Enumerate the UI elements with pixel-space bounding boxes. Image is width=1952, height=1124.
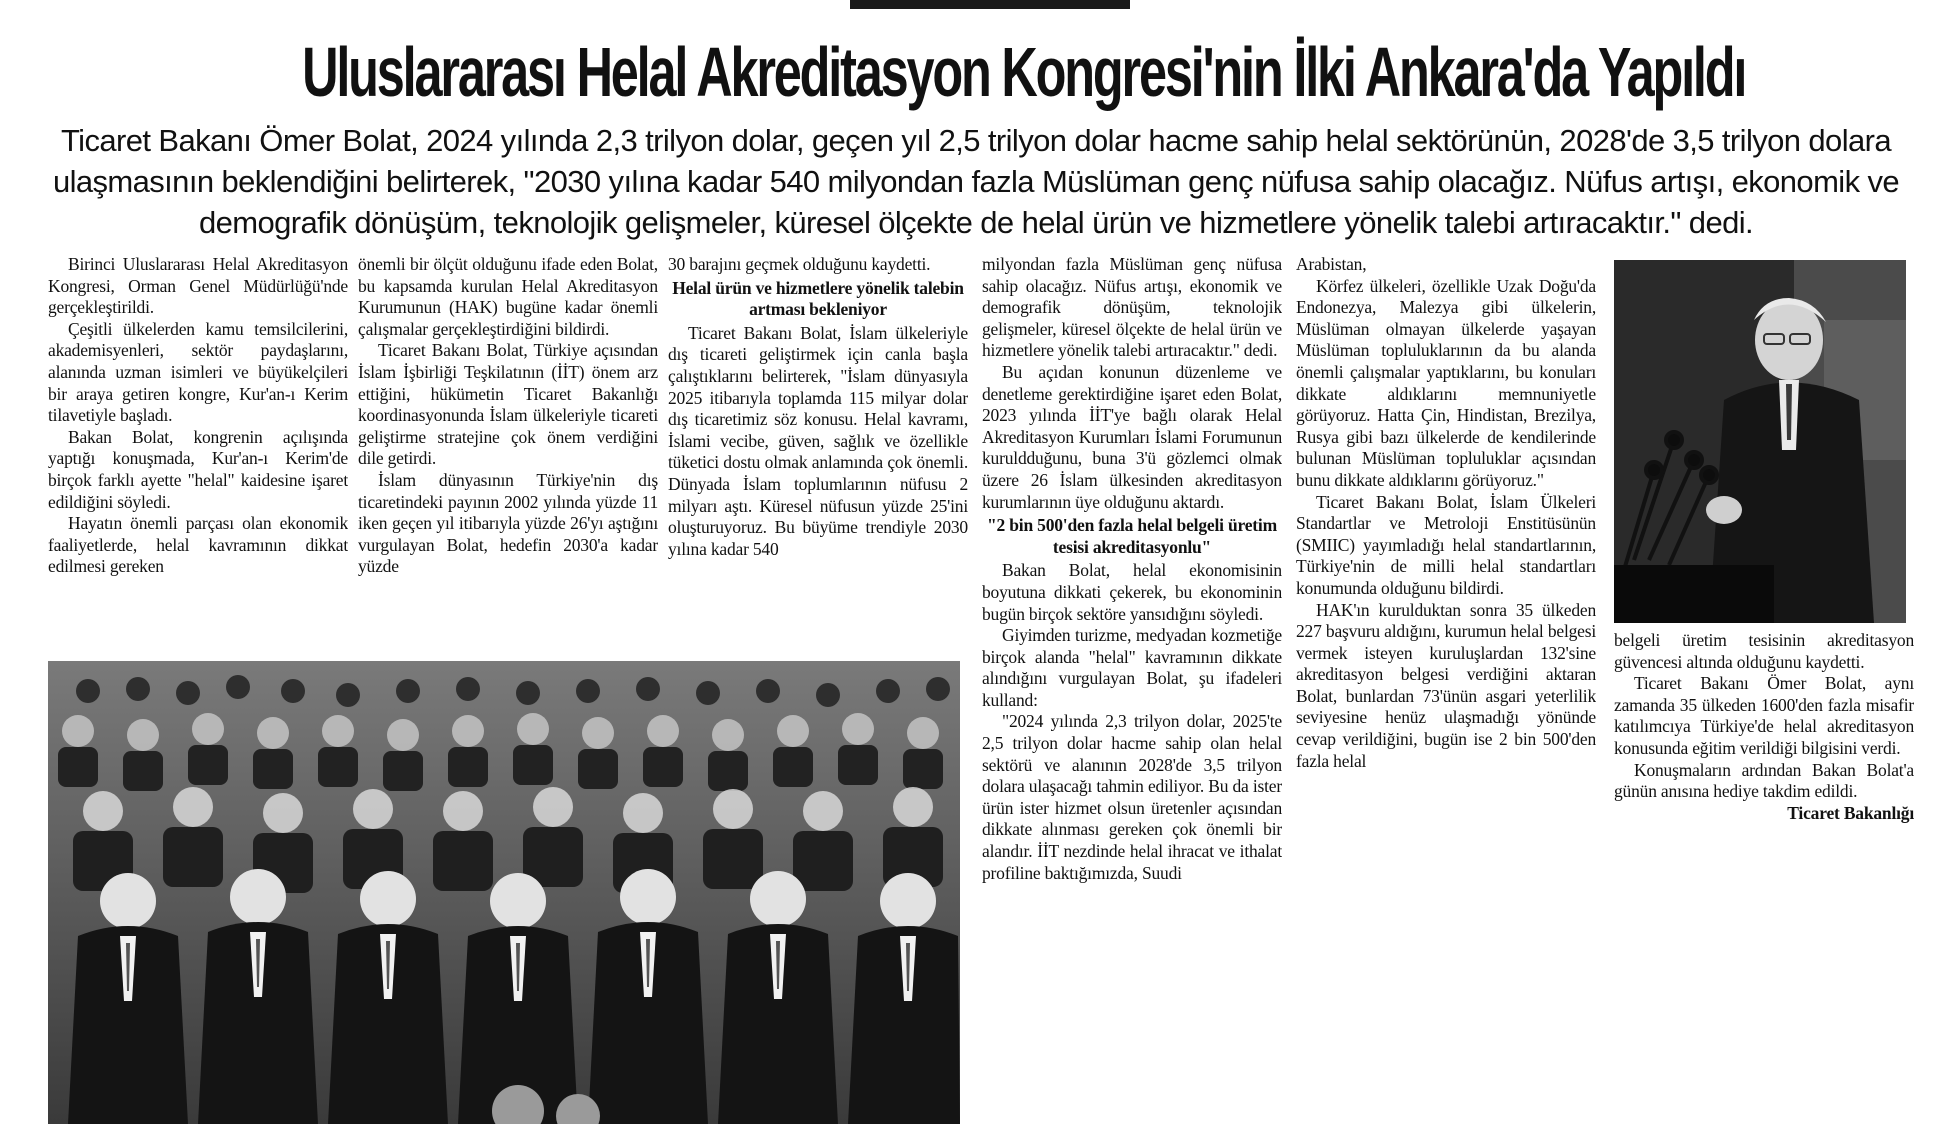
article-column-6 [1614, 630, 1914, 920]
paragraph: Giyimden turizme, medyadan kozmetiğe birçok alanda "helal" kavramının dikkate alındığını vurgulayan Bolat, şu ifadeleri kulland: [982, 625, 1282, 710]
paragraph: önemli bir ölçüt olduğunu ifade eden Bolat, bu kapsamda kurulan Helal Akreditasyon Kurumunun (HAK) bugüne kadar önemli çalışmalar gerçekleştirdiğini bildirdi. [358, 254, 658, 339]
paragraph: Ticaret Bakanı Bolat, İslam Ülkeleri Standartlar ve Metroloji Enstitüsünün (SMIIC) yayımladığı helal standartlarının, Türkiye'nin de milli helal standartları konumunda olduğunu bildirdi. [1296, 491, 1596, 598]
conference-audience-photo [48, 661, 960, 1124]
paragraph: Bakan Bolat, helal ekonomisinin boyutuna dikkati çekerek, bu ekonominin bugün birçok sektöre yansıdığını söyledi. [982, 560, 1282, 624]
paragraph: Arabistan, [1296, 254, 1367, 274]
speaker-illustration [1614, 260, 1906, 623]
paragraph: Ticaret Bakanı Bolat, İslam ülkeleriyle dış ticareti geliştirmek için canla başla çalıştıklarını belirterek, "İslam dünyasıyla 2025 itibarıyla toplamda 115 milyar dolar dış ticaretimiz söz konusu. Helal kavramı, İslami vecibe, güven, sağlık ve özellikle tüketici dostu olmak anlamında çok önemli. Dünyada İslam toplumlarının nüfusu 2 milyarı aştı. Küresel nüfusun yüzde 25'ini oluşturuyoruz. Bu büyüme trendiyle 2030 yılına kadar 540 [668, 322, 968, 559]
article-column-4 [982, 254, 1282, 1124]
paragraph: 30 barajını geçmek olduğunu kaydetti. [668, 254, 931, 274]
masthead-strip [850, 0, 1130, 9]
paragraph: Bu açıdan konunun düzenleme ve denetleme gerektirdiğine işaret eden Bolat, 2023 yılında İİT'ye bağlı olarak Helal Akreditasyon Kurumları İslami Forumunun kuruldduğunu, buna 3'ü gözlemci olmak üzere 26 İslam ülkesinden akreditasyon kurumlarının üye olduğunu aktardı. [982, 361, 1282, 512]
headline: Uluslararası Helal Akreditasyon Kongresi'nin İlki Ankara'da Yapıldı [302, 33, 1746, 111]
source-credit: Ticaret Bakanlığı [1787, 802, 1914, 823]
paragraph: Ticaret Bakanı Ömer Bolat, aynı zamanda 35 ülkeden 1600'den fazla misafir katılımcıya Türkiye'de helal akreditasyon konusunda eğitim verildiği bilgisini verdi. [1614, 673, 1914, 758]
paragraph: milyondan fazla Müslüman genç nüfusa sahip olacağız. Nüfus artışı, ekonomik ve demografik dönüşüm, teknolojik gelişmeler, küresel ölçekte de helal ürün ve hizmetlere yönelik talebi artıracaktır." dedi. [982, 254, 1282, 361]
paragraph: belgeli üretim tesisinin akreditasyon güvencesi altında olduğunu kaydetti. [1614, 630, 1914, 672]
paragraph: Bakan Bolat, kongrenin açılışında yaptığı konuşmada, Kur'an-ı Kerim'de birçok farklı ayette "helal" kaidesine işaret edildiğini söyledi. [48, 426, 348, 512]
paragraph: Çeşitli ülkelerden kamu temsilcilerini, akademisyenleri, sektör paydaşlarını, alanında uzman isimleri ve büyükelçileri bir araya getiren kongre, Kur'an-ı Kerim tilavetiyle başladı. [48, 318, 348, 426]
audience-illustration [48, 661, 960, 1124]
paragraph: Körfez ülkeleri, özellikle Uzak Doğu'da Endonezya, Malezya gibi ülkelerin, Müslüman olmayan ülkelerde yaşayan Müslüman topluluklarının da bu alanda önemli çalışmalar yaptıklarını, bu konuları dikkate aldıklarını memnuniyetle görüyoruz. Hatta Çin, Hindistan, Brezilya, Rusya gibi bazı ülkelerde de kendilerinde bulunan Müslüman topluluklar açısından bunu dikkate aldıklarını görüyoruz." [1296, 275, 1596, 490]
paragraph: "2024 yılında 2,3 trilyon dolar, 2025'te 2,5 trilyon dolar hacme sahip olan helal sektörü ve alanının 2028'de 3,5 trilyon dolara ulaşacağı tahmin ediliyor. Bu da ister ürün ister hizmet olsun üretenler açısından dikkate alınması gereken çok önemli bir alandır. İİT nezdinde helal ihracat ve ithalat profiline baktığımızda, Suudi [982, 711, 1282, 883]
subheading: "2 bin 500'den fazla helal belgeli üretim tesisi akreditasyonlu" [987, 515, 1277, 557]
minister-speaking-photo [1614, 260, 1906, 623]
paragraph: Konuşmaların ardından Bakan Bolat'a günün anısına hediye takdim edildi. [1614, 759, 1914, 802]
article-column-3 [668, 254, 968, 644]
paragraph: Hayatın önemli parçası olan ekonomik faaliyetlerde, helal kavramının dikkat edilmesi gereken [48, 513, 348, 577]
subheading: Helal ürün ve hizmetlere yönelik talebin artması bekleniyor [672, 277, 964, 320]
paragraph: İslam dünyasının Türkiye'nin dış ticaretindeki payının 2002 yılında yüzde 11 iken geçen yıl itibarıyla yüzde 26'yı aştığını vurgulayan Bolat, hedefin 2030'a kadar yüzde [358, 469, 658, 577]
paragraph: Ticaret Bakanı Bolat, Türkiye açısından İslam İşbirliği Teşkilatının (İİT) önem arz ettiğini, hükümetin Ticaret Bakanlığı koordinasyonunda İslam ülkeleriyle ticareti geliştirme stratejine çok önem verdiğini dile getirdi. [358, 340, 658, 469]
paragraph: HAK'ın kurulduktan sonra 35 ülkeden 227 başvuru aldığını, kurumun helal belgesi vermek isteyen kuruluşlardan 132'sine akreditasyon belgesi verdiğini aktaran Bolat, bunlardan 73'ünün asgari yeterlilik seviyesine henüz ulaşmadığı yönünde cevap verildiğini, bugün ise 2 bin 500'den fazla helal [1296, 599, 1596, 771]
article-column-5 [1296, 254, 1596, 914]
paragraph: Birinci Uluslararası Helal Akreditasyon Kongresi, Orman Genel Müdürlüğü'nde gerçekleştirildi. [48, 254, 348, 318]
article-column-2 [358, 254, 658, 644]
spot-text: Ticaret Bakanı Ömer Bolat, 2024 yılında 2,3 trilyon dolar, geçen yıl 2,5 trilyon dolar hacme sahip helal sektörünün, 2028'de 3,5 trilyon dolara ulaşmasının beklendiğini belirterek, "2030 yılına kadar 540 milyondan fazla Müslüman genç nüfusa sahip olacağız. Nüfus artışı, ekonomik ve demografik dönüşüm, teknolojik gelişmeler, küresel ölçekte de helal ürün ve hizmetlere yönelik talebi artıracaktır." dedi. [52, 123, 1900, 240]
article-column-1 [48, 254, 348, 644]
